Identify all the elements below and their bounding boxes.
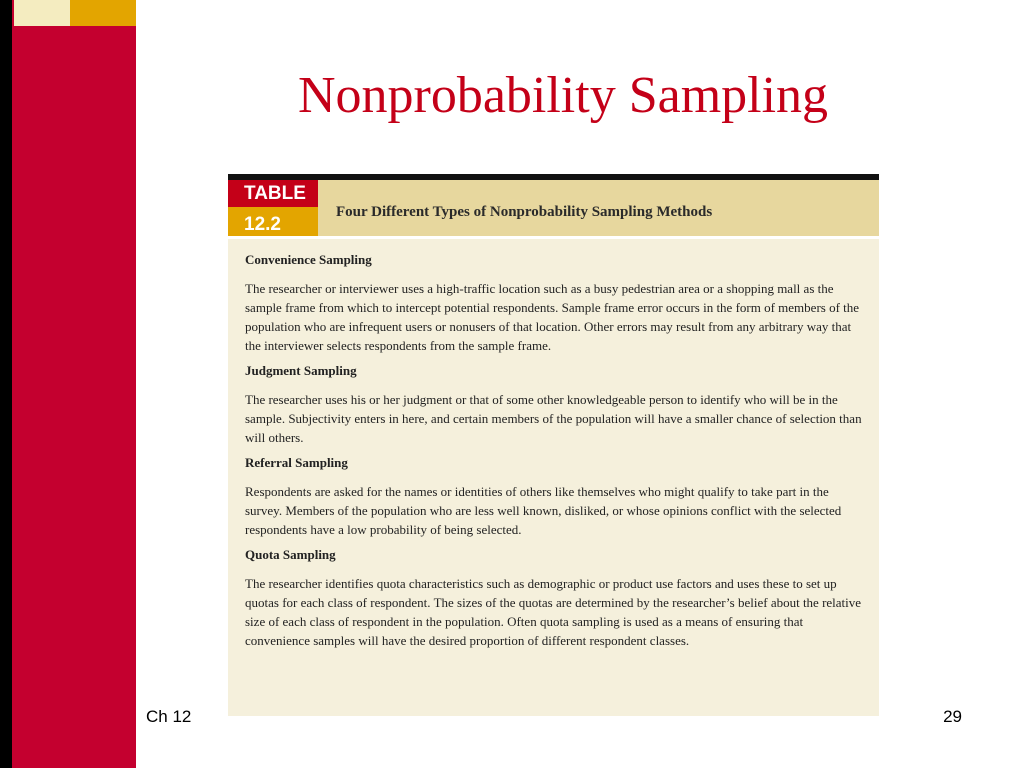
section-text: The researcher uses his or her judgment or that of some other knowledgeable person to identify who will be in the sample. Subjectivity enters in here, and certain members of the population will have a smaller chance of selection than will others. bbox=[245, 392, 862, 445]
section-heading: Judgment Sampling bbox=[245, 363, 357, 378]
table-section bbox=[245, 363, 863, 447]
table-section bbox=[245, 252, 863, 355]
slide-title: Nonprobability Sampling bbox=[297, 67, 829, 124]
table-section bbox=[245, 455, 863, 539]
table-tag-label: TABLE bbox=[244, 183, 306, 204]
section-text: The researcher or interviewer uses a high-traffic location such as a busy pedestrian area or a shopping mall as the sample frame from which to intercept potential respondents. Sample frame error occurs in the form of members of the population who are infrequent users or nonusers of that location. Other errors may result from any arbitrary way that the interviewer selects respondents from the sample frame. bbox=[245, 281, 860, 353]
table-caption: Four Different Types of Nonprobability Sampling Methods bbox=[336, 204, 713, 220]
top-cream-block bbox=[14, 0, 70, 26]
left-black-bar bbox=[0, 0, 12, 768]
chapter-label: Ch 12 bbox=[146, 707, 192, 726]
table-header-divider bbox=[228, 236, 879, 239]
top-gold-block bbox=[70, 0, 136, 26]
section-text: The researcher identifies quota characteristics such as demographic or product use factors and uses these to set up quotas for each class of respondent. The sizes of the quotas are determined by the researcher’s belief about the relative size of each class of respondent in the population. Often quota sampling is used as a means of ensuring that convenience samples will have the desired proportion of different respondent classes. bbox=[245, 576, 862, 648]
left-red-band bbox=[12, 0, 136, 768]
section-heading: Quota Sampling bbox=[245, 547, 336, 562]
sampling-methods-table bbox=[228, 174, 879, 716]
table-section bbox=[245, 547, 863, 650]
page-number: 29 bbox=[943, 707, 962, 726]
section-text: Respondents are asked for the names or identities of others like themselves who might qualify to take part in the survey. Members of the population who are less well known, disliked, or whose opinions conflict with the selected respondents have a low probability of being selected. bbox=[245, 484, 842, 537]
section-heading: Convenience Sampling bbox=[245, 252, 372, 267]
section-heading: Referral Sampling bbox=[245, 455, 348, 470]
table-body bbox=[245, 252, 863, 658]
table-tag-number: 12.2 bbox=[244, 214, 281, 235]
